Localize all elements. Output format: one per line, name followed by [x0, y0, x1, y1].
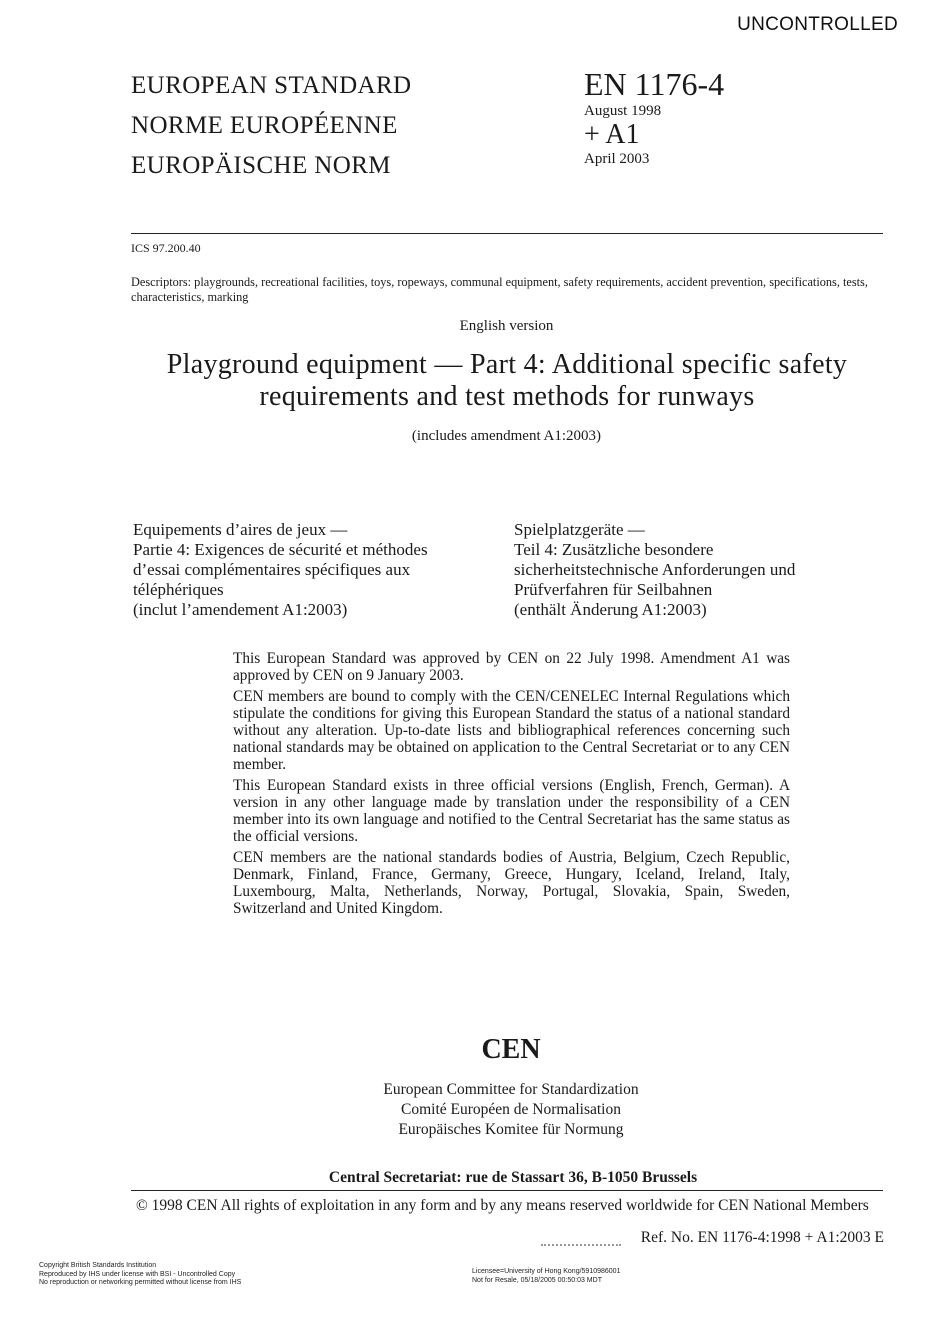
german-title-line: Spielplatzgeräte — [514, 520, 645, 539]
cen-name-en: European Committee for Standardization [383, 1081, 639, 1098]
footer-license-left [39, 1262, 241, 1288]
amendment-label: + A1 [584, 119, 640, 150]
standard-name-fr: NORME EUROPÉENNE [131, 112, 398, 139]
descriptors: Descriptors: playgrounds, recreational facilities, toys, ropeways, communal equipment, safety requirements, accident prevention, specifications, tests, characteristics, marking [131, 275, 868, 304]
standard-name-de: EUROPÄISCHE NORM [131, 152, 391, 179]
footer-line: Not for Resale, 05/18/2005 00:50:03 MDT [472, 1276, 602, 1284]
cen-names [0, 1080, 950, 1140]
cen-name-fr: Comité Européen de Normalisation [401, 1101, 621, 1118]
french-title-line: Equipements d’aires de jeux — [133, 520, 348, 539]
title-line-1: Playground equipment — Part 4: Additional specific safety [166, 349, 848, 380]
cen-logo-text: CEN [481, 1034, 541, 1065]
standard-number: EN 1176-4 [584, 66, 725, 102]
central-secretariat: Central Secretariat: rue de Stassart 36, B-1050 Brussels [328, 1169, 698, 1186]
ics-code: ICS 97.200.40 [131, 241, 201, 255]
document-title [131, 349, 883, 413]
ref-leader-dots [541, 1238, 621, 1246]
footer-line: Reproduced by IHS under license with BSI - Uncontrolled Copy [39, 1270, 236, 1278]
standard-date: August 1998 [584, 103, 662, 119]
german-title-line: sicherheitstechnische Anforderungen und [514, 560, 796, 579]
french-title [133, 520, 428, 620]
copyright-notice: © 1998 CEN All rights of exploitation in any form and by any means reserved worldwide for CEN National Members [136, 1197, 869, 1214]
footer-line: Licensee=University of Hong Kong/5910986001 [472, 1268, 621, 1275]
footer-line: Copyright British Standards Institution [39, 1262, 157, 1269]
title-line-2: requirements and test methods for runways [259, 381, 755, 412]
standard-number-block [584, 66, 724, 168]
cen-name-de: Europäisches Komitee für Normung [398, 1121, 624, 1138]
german-title-line: (enthält Änderung A1:2003) [514, 600, 707, 619]
french-title-line: (inclut l’amendement A1:2003) [133, 600, 348, 619]
french-title-line: téléphériques [133, 580, 224, 599]
standard-names [131, 66, 412, 186]
approval-text [233, 650, 790, 921]
french-title-line: Partie 4: Exigences de sécurité et méthodes [133, 540, 428, 559]
uncontrolled-stamp: UNCONTROLLED [737, 14, 898, 35]
french-title-line: d’essai complémentaires spécifiques aux [133, 560, 411, 579]
includes-amendment: (includes amendment A1:2003) [411, 428, 602, 444]
version-label: English version [459, 318, 554, 334]
bottom-divider [131, 1190, 883, 1191]
footer-license-right [472, 1268, 620, 1285]
german-title [514, 520, 795, 620]
top-divider [131, 233, 883, 234]
reference-number: Ref. No. EN 1176-4:1998 + A1:2003 E [640, 1229, 884, 1246]
german-title-line: Teil 4: Zusätzliche besondere [514, 540, 714, 559]
approval-paragraph: This European Standard was approved by CEN on 22 July 1998. Amendment A1 was approved by CEN on 9 January 2003. [233, 650, 790, 684]
versions-paragraph: This European Standard exists in three official versions (English, French, German). A version in any other language made by translation under the responsibility of a CEN member into its own language and notified to the Central Secretariat has the same status as the official versions. [233, 777, 790, 845]
german-title-line: Prüfverfahren für Seilbahnen [514, 580, 713, 599]
members-paragraph: CEN members are the national standards bodies of Austria, Belgium, Czech Republic, Denmark, Finland, France, Germany, Greece, Hungary, Iceland, Ireland, Italy, Luxembourg, Malta, Netherlands, Norway, Portugal, Slovakia, Spain, Sweden, Switzerland and United Kingdom. [233, 849, 790, 917]
amendment-date: April 2003 [584, 151, 650, 167]
footer-line: No reproduction or networking permitted without license from IHS [39, 1279, 242, 1286]
regulations-paragraph: CEN members are bound to comply with the CEN/CENELEC Internal Regulations which stipulate the conditions for giving this European Standard the status of a national standard without any alteration. Up-to-date lists and bibliographical references concerning such national standards may be obtained on application to the Central Secretariat or to any CEN member. [233, 688, 790, 773]
standard-name-en: EUROPEAN STANDARD [131, 72, 412, 99]
